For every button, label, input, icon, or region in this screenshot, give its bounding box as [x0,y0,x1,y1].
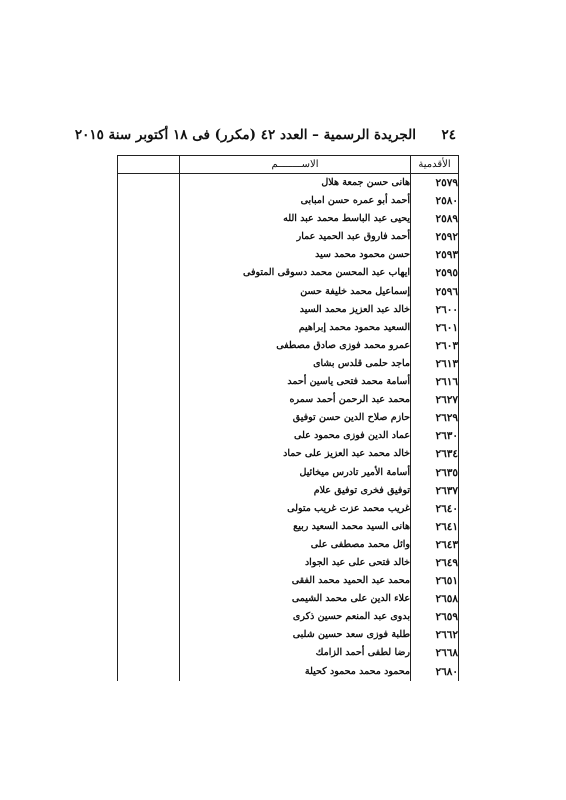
header-seniority: الأقدمية [411,156,459,174]
table-row [118,626,459,644]
blank-cell [118,500,180,518]
table-row [118,337,459,355]
seniority-cell: ٢٦٤١ [411,518,459,536]
name-cell: هانى حسن جمعة هلال [180,174,411,193]
table-row [118,482,459,500]
table-row [118,590,459,608]
blank-cell [118,644,180,662]
name-cell: علاء الدين على محمد الشيمى [180,590,411,608]
name-cell: ماجد حلمى قلدس بشاى [180,355,411,373]
blank-cell [118,590,180,608]
seniority-cell: ٢٦٣٧ [411,482,459,500]
blank-cell [118,409,180,427]
table-row [118,536,459,554]
blank-cell [118,192,180,210]
blank-cell [118,482,180,500]
seniority-cell: ٢٦٠٠ [411,301,459,319]
seniority-cell: ٢٦٨٠ [411,663,459,681]
gazette-title: الجريدة الرسمية – العدد ٤٢ (مكرر) فى ١٨ أكتوبر سنة ٢٠١٥ [74,127,416,143]
blank-cell [118,246,180,264]
blank-cell [118,373,180,391]
table-row [118,192,459,210]
table-row [118,319,459,337]
name-cell: ايهاب عبد المحسن محمد دسوقى المتوفى [180,264,411,282]
name-cell: أحمد فاروق عبد الحميد عمار [180,228,411,246]
name-cell: هانى السيد محمد السعيد ربيع [180,518,411,536]
name-cell: السعيد محمود محمد إبراهيم [180,319,411,337]
table-row [118,464,459,482]
blank-cell [118,283,180,301]
seniority-cell: ٢٦٢٩ [411,409,459,427]
table-row [118,264,459,282]
name-cell: حسن محمود محمد سيد [180,246,411,264]
name-cell: محمد عبد الحميد محمد الفقى [180,572,411,590]
name-cell: حازم صلاح الدين حسن توفيق [180,409,411,427]
table-row [118,228,459,246]
table-row [118,373,459,391]
seniority-cell: ٢٦٥٨ [411,590,459,608]
seniority-cell: ٢٦٦٢ [411,626,459,644]
blank-cell [118,337,180,355]
seniority-cell: ٢٦٠١ [411,319,459,337]
seniority-cell: ٢٦٦٨ [411,644,459,662]
table-header-row [118,156,459,174]
table-row [118,210,459,228]
blank-cell [118,536,180,554]
table-row [118,518,459,536]
name-cell: خالد محمد عبد العزيز على حماد [180,445,411,463]
table-row [118,355,459,373]
name-cell: غريب محمد عزت غريب متولى [180,500,411,518]
table-row [118,554,459,572]
seniority-cell: ٢٥٩٣ [411,246,459,264]
seniority-cell: ٢٦٤٠ [411,500,459,518]
blank-cell [118,228,180,246]
blank-cell [118,355,180,373]
name-cell: خالد فتحى على عبد الجواد [180,554,411,572]
page-number: ٢٤ [441,127,456,143]
seniority-cell: ٢٦٠٣ [411,337,459,355]
name-cell: عمرو محمد فوزى صادق مصطفى [180,337,411,355]
blank-cell [118,626,180,644]
name-cell: محمود محمد محمود كحيلة [180,663,411,681]
table-row [118,301,459,319]
blank-cell [118,319,180,337]
name-cell: بدوى عبد المنعم حسين ذكرى [180,608,411,626]
table-row [118,391,459,409]
seniority-cell: ٢٥٧٩ [411,174,459,193]
seniority-cell: ٢٦٢٧ [411,391,459,409]
seniority-cell: ٢٦٤٩ [411,554,459,572]
table-row [118,427,459,445]
blank-cell [118,464,180,482]
table-row [118,608,459,626]
name-cell: رضا لطفى أحمد الزامك [180,644,411,662]
blank-cell [118,210,180,228]
seniority-cell: ٢٦٣٥ [411,464,459,482]
table-row [118,445,459,463]
blank-cell [118,663,180,681]
blank-cell [118,445,180,463]
seniority-cell: ٢٦٥١ [411,572,459,590]
blank-cell [118,572,180,590]
seniority-cell: ٢٥٨٠ [411,192,459,210]
blank-cell [118,518,180,536]
blank-cell [118,554,180,572]
name-cell: وائل محمد مصطفى على [180,536,411,554]
name-cell: توفيق فخرى توفيق علام [180,482,411,500]
blank-cell [118,301,180,319]
table-row [118,500,459,518]
seniority-cell: ٢٥٩٥ [411,264,459,282]
seniority-cell: ٢٦١٣ [411,355,459,373]
blank-cell [118,264,180,282]
seniority-cell: ٢٥٩٢ [411,228,459,246]
table-row [118,644,459,662]
name-cell: يحيى عبد الباسط محمد عبد الله [180,210,411,228]
table-row [118,409,459,427]
name-cell: أسامة محمد فتحى ياسين أحمد [180,373,411,391]
seniority-cell: ٢٦٥٩ [411,608,459,626]
name-cell: أسامة الأمير تادرس ميخائيل [180,464,411,482]
name-cell: خالد عبد العزيز محمد السيد [180,301,411,319]
seniority-cell: ٢٥٨٩ [411,210,459,228]
seniority-cell: ٢٦٣٠ [411,427,459,445]
table-row [118,572,459,590]
blank-cell [118,608,180,626]
names-table [117,155,459,681]
header-blank [118,156,180,174]
name-cell: عماد الدين فوزى محمود على [180,427,411,445]
seniority-cell: ٢٥٩٦ [411,283,459,301]
name-cell: محمد عبد الرحمن أحمد سمره [180,391,411,409]
table-row [118,283,459,301]
name-cell: طلبة فوزى سعد حسين شلبى [180,626,411,644]
seniority-cell: ٢٦٣٤ [411,445,459,463]
name-cell: إسماعيل محمد خليفة حسن [180,283,411,301]
name-cell: أحمد أبو عمره حسن امبابى [180,192,411,210]
header-name: الاســــــــم [180,156,411,174]
table-row [118,663,459,681]
blank-cell [118,391,180,409]
seniority-cell: ٢٦٤٣ [411,536,459,554]
blank-cell [118,427,180,445]
blank-cell [118,174,180,193]
seniority-cell: ٢٦١٦ [411,373,459,391]
page-header [74,127,456,149]
table-row [118,246,459,264]
table-row [118,174,459,193]
